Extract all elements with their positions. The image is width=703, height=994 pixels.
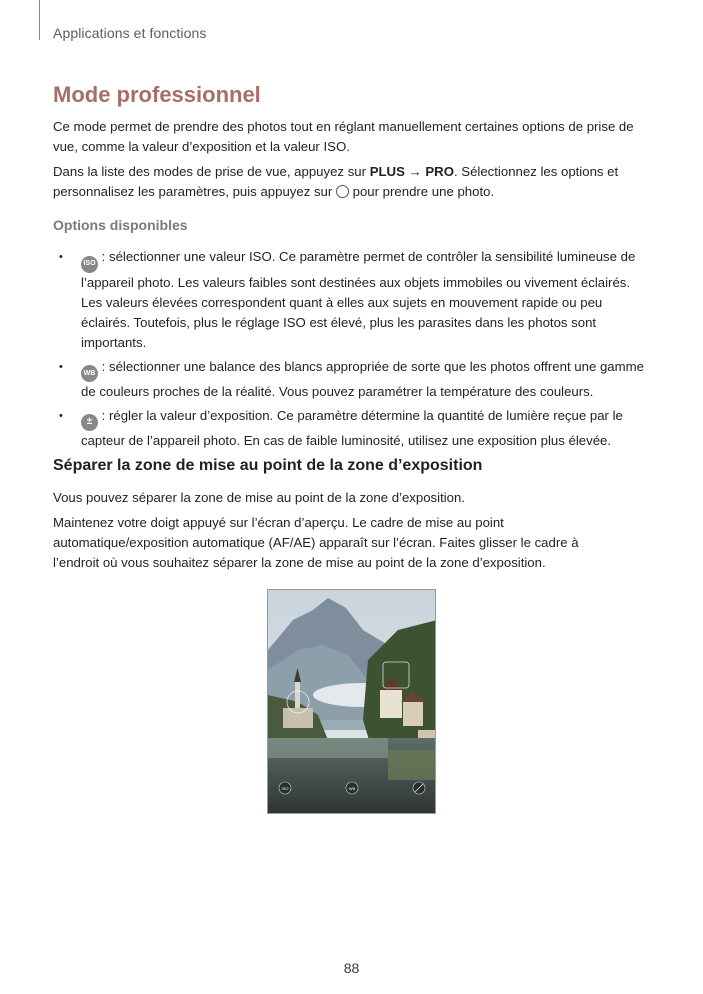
- option-text: : sélectionner une valeur ISO. Ce paramètre permet de contrôler la sensibilité lumineuse de l’appareil photo. Les valeurs faibles sont destinées aux objets immobiles ou vivement éclairés. Les valeurs élevées correspondent quant à elles aux sujets en mouvement rapide ou peu éclairés. Toutefois, plus le réglage ISO est élevé, plus les parasites dans les photos sont importants.: [81, 249, 636, 350]
- options-list: [59, 247, 649, 455]
- section-heading: Séparer la zone de mise au point de la zone d’exposition: [53, 457, 483, 474]
- iso-label: ISO: [281, 786, 289, 791]
- section-paragraph-2: Maintenez votre doigt appuyé sur l’écran d’aperçu. Le cadre de mise au point automatique/exposition automatique (AF/AE) apparaît sur l’écran. Faites glisser le cadre à l’endroit où vous souhaitez séparer la zone de mise au point de la zone d’exposition.: [53, 515, 579, 570]
- landscape-photo: [268, 590, 436, 814]
- exposure-icon: ±: [81, 414, 98, 431]
- page-number: 88: [343, 960, 360, 976]
- camera-preview-image: [267, 589, 436, 814]
- margin-rule: [39, 0, 40, 40]
- intro-text: Dans la liste des modes de prise de vue, appuyez sur: [53, 164, 370, 179]
- plus-label: PLUS: [369, 164, 405, 179]
- arrow-text: →: [404, 164, 426, 179]
- intro-paragraph-1: Ce mode permet de prendre des photos tout en réglant manuellement certaines options de prise de vue, comme la valeur d’exposition et la valeur ISO.: [53, 119, 634, 154]
- pro-label: PRO: [425, 164, 454, 179]
- wb-label: WB: [348, 786, 356, 791]
- list-item: [59, 357, 649, 403]
- running-header: Applications et fonctions: [53, 25, 207, 41]
- bullet-icon: •: [59, 410, 63, 422]
- wb-icon: WB: [81, 365, 98, 382]
- intro-text: pour prendre une photo.: [348, 184, 495, 199]
- option-text: : régler la valeur d’exposition. Ce paramètre détermine la quantité de lumière reçue par le capteur de l’appareil photo. En cas de faible luminosité, utilisez une exposition plus élevée.: [81, 408, 623, 448]
- option-text: : sélectionner une balance des blancs appropriée de sorte que les photos offrent une gamme de couleurs proches de la réalité. Vous pouvez paramétrer la température des couleurs.: [81, 358, 644, 399]
- page-title: Mode professionnel: [53, 82, 261, 107]
- options-heading: Options disponibles: [53, 217, 188, 233]
- bullet-icon: •: [59, 251, 63, 263]
- bullet-icon: •: [59, 360, 63, 373]
- shutter-icon: [336, 185, 349, 198]
- intro-text: personnalisez les paramètres, puis appuyez sur: [53, 184, 336, 199]
- list-item: [59, 406, 649, 451]
- iso-icon: ISO: [81, 256, 98, 273]
- section-paragraph-1: Vous pouvez séparer la zone de mise au point de la zone d’exposition.: [53, 490, 466, 505]
- list-item: [59, 247, 649, 353]
- intro-paragraph-2: [53, 162, 653, 202]
- intro-text: . Sélectionnez les options et: [453, 164, 619, 179]
